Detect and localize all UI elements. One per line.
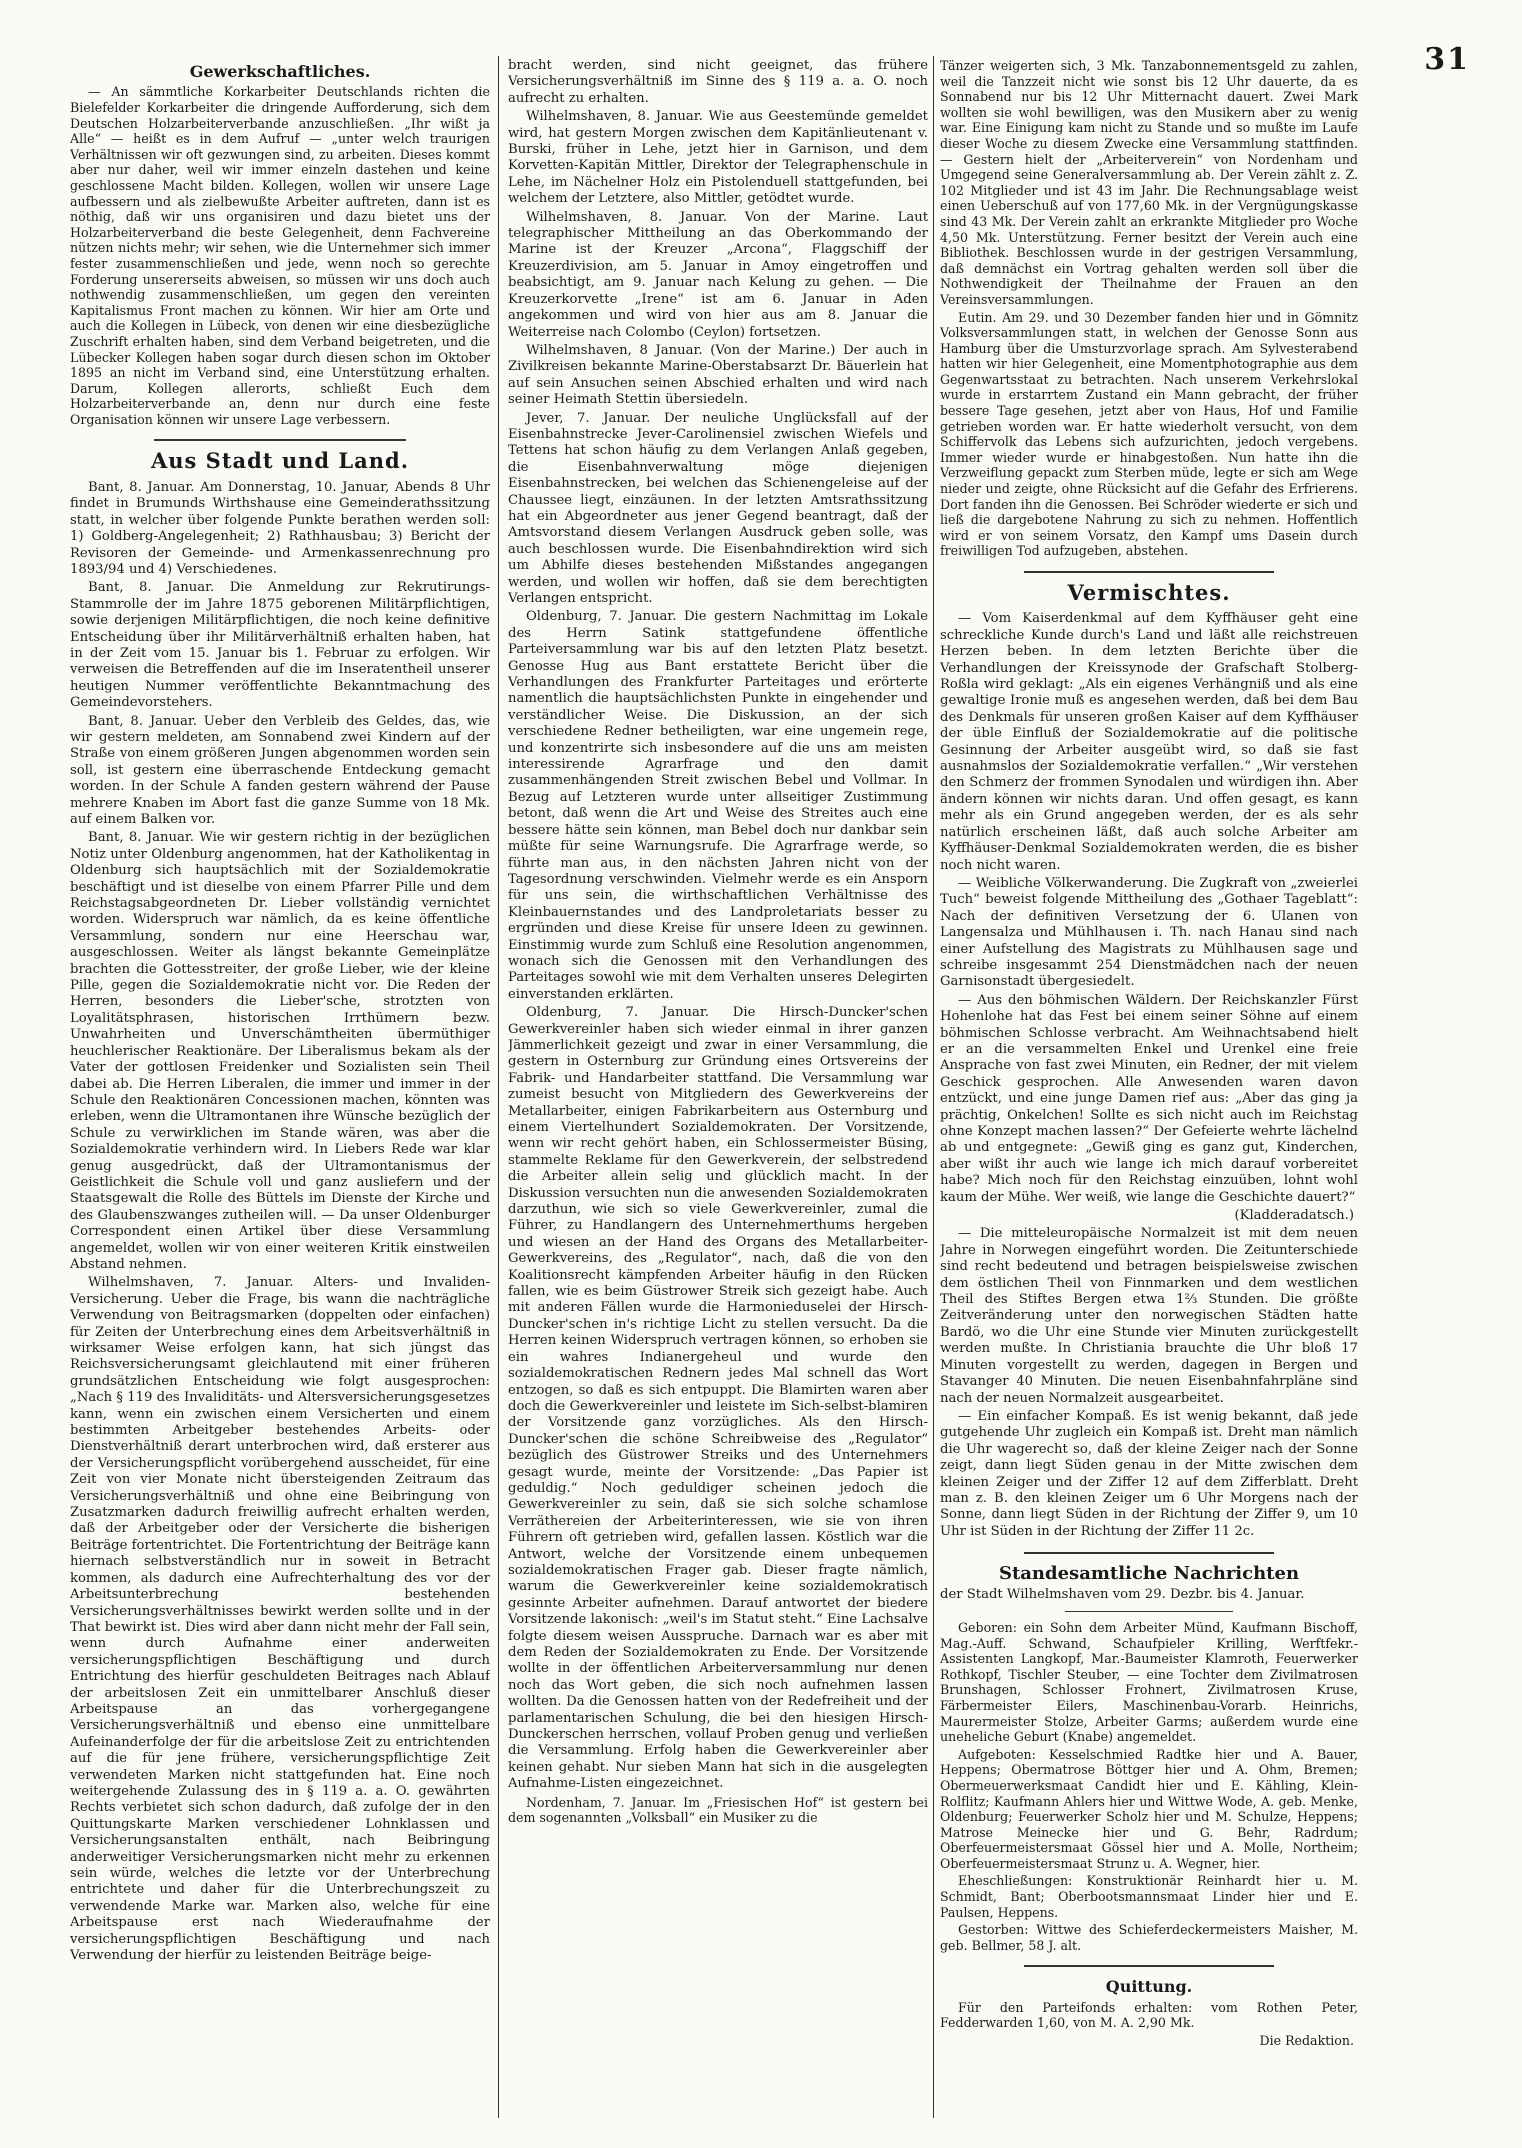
divider: [1065, 1611, 1232, 1612]
article-continuation: bracht werden, sind nicht geeignet, das frühere Versicherungsverhältniß im Sinne des § 119 a. a. O. noch aufrecht zu erhalten.: [508, 58, 928, 106]
standesamt-intro: der Stadt Wilhelmshaven vom 29. Dezbr. bis 4. Januar.: [940, 1586, 1305, 1602]
article-jever: Jever, 7. Januar. Der neuliche Unglücksfall auf der Eisenbahnstrecke Jever-Carolinensiel zwischen Wiefels und Tettens hat schon häufig zu dem Verlangen Anlaß gegeben, die Eisenbahnverwaltung möge diejenigen Eisenbahnstrecken, bei welchen das Schienengeleise auf der Chaussee liegt, einzäunen. In der letzten Amtsrathssitzung hat ein Abgeordneter aus jener Gegend beantragt, daß der Amtsvorstand diesem Verlangen Ausdruck geben solle, was auch beschlossen wurde. Die Eisenbahndirektion wird sich um Abhilfe dieses bestehenden Mißstandes angegangen werden, und wollen wir hoffen, daß sie dem berechtigten Verlangen entspricht.: [508, 410, 928, 606]
article-kompass: — Ein einfacher Kompaß. Es ist wenig bekannt, daß jede gutgehende Uhr zugleich ein Kompaß ist. Dreht man nämlich die Uhr wagerecht so, daß der kleine Zeiger nach der Sonne zeigt, dann liegt Süden genau in der Mitte zwischen dem kleinen Zeiger und der Ziffer 12 auf dem Zifferblatt. Dreht man z. B. den kleinen Zeiger um 6 Uhr Morgens nach der Sonne, dann liegt Süden in der Richtung der Ziffer 9, um 10 Uhr ist Süden in der Richtung der Ziffer 11 2c.: [940, 1408, 1358, 1539]
article-oldenburg-hirsch-duncker: Oldenburg, 7. Januar. Die Hirsch-Duncker'schen Gewerkvereinler haben sich wieder einmal in ihrer ganzen Jämmerlichkeit gezeigt und zwar in einer Versammlung, die gestern in Osternburg zur Gründung eines Ortsvereins der Fabrik- und Handarbeiter stattfand. Die Versammlung war zumeist besucht von Mitgliedern des Gewerkvereins der Metallarbeiter, einigen Fabrikarbeitern aus Osternburg und einem Viertelhundert Sozialdemokraten. Der Vorsitzende, wenn wir recht gehört haben, ein Schlossermeister Büsing, stammelte Reklame für den Gewerkverein, der selbstredend die Arbeiter allein selig und glücklich macht. In der Diskussion versuchten nun die anwesenden Sozialdemokraten darzuthun, wie sich so viele Gewerkvereinler, zumal die Führer, zu Handlangern des Unternehmerthums hergeben und wiesen an der Hand des Organs des Metallarbeiter-Gewerkvereins, des „Regulator“, nach, daß die von den Koalitionsrecht kämpfenden Arbeiter häufig in den Rücken fallen, wie es beim Güstrower Streik sich gezeigt habe. Auch mit anderen Fällen wurde die Harmonieduselei der Hirsch-Duncker'schen in's richtige Licht zu stellen versucht. Da die Herren keinen Widerspruch vertragen können, so erhoben sie ein wahres Indianergeheul und wurde den sozialdemokratischen Rednern jedes Mal schnell das Wort entzogen, so daß es sich entpuppt. Die Blamirten waren aber doch die Gewerkvereinler und leistete im Sich-selbst-blamiren der Vorsitzende ganz vorzügliches. Als den Hirsch-Duncker'schen die schöne Schreibweise des „Regulator“ bezüglich des Güstrower Streiks und des Unternehmers gesagt wurde, meinte der Vorsitzende: „Das Papier ist geduldig.“ Noch geduldiger scheinen jedoch die Gewerkvereinler zu sein, daß sie sich solche schamlose Verräthereien der Arbeiterinteressen, wie sie von ihren Führern oft getrieben wird, gefallen lassen. Köstlich war die Antwort, welche der Vorsitzende einem unbequemen sozialdemokratischen Frager gab. Dieser fragte nämlich, warum die Gewerkvereinler keine sozialdemokratisch gesinnte Arbeiter aufnehmen. Darauf antwortet der biedere Vorsitzende lakonisch: „weil's im Statut steht.“ Eine Lachsalve folgte diesem weisen Ausspruche. Darnach war es aber mit dem Reden der Sozialdemokraten zu Ende. Der Vorsitzende wollte in der öffentlichen Arbeiterversammlung nur denen noch das Wort geben, die sich noch aufnehmen lassen wollten. Da die Genossen hatten von der Redefreiheit und der parlamentarischen Schulung, die bei den hiesigen Hirsch-Dunckerschen herrschen, vollauf Proben genug und verließen die Versammlung. Erfolg haben die Gewerkvereinler aber keinen gehabt. Nur sieben Mann hat sich in die ausgelegten Aufnahme-Listen eingezeichnet.: [508, 1005, 928, 1792]
article-normalzeit: — Die mitteleuropäische Normalzeit ist mit dem neuen Jahre in Norwegen eingeführt worden. Die Zeitunterschiede sind recht bedeutend und betragen beispielsweise zwischen dem östlichen Theil von Finnmarken und dem westlichen Theil des Stiftes Bergen etwa 1⅔ Stunden. Die größte Zeitveränderung unter den norwegischen Städten hatte Bardö, wo die Uhr eine Stunde vier Minuten zurückgestellt werden mußte. In Christiania brauchte die Uhr bloß 17 Minuten vorgestellt zu werden, dagegen in Bergen und Stavanger 40 Minuten. Die neuen Eisenbahnfahrpläne sind nach der neuen Normalzeit ausgearbeitet.: [940, 1226, 1358, 1406]
section-heading-stadt-land: Aus Stadt und Land.: [150, 448, 410, 474]
divider: [1024, 571, 1275, 573]
article-bant-rekrutirung: Bant, 8. Januar. Die Anmeldung zur Rekrutirungs-Stammrolle der im Jahre 1875 geborenen Militärpflichtigen, sowie derjenigen Militärpflichtigen, die noch keine definitive Entscheidung über ihr Militärverhältniß erhalten haben, hat in der Zeit vom 15. Januar bis 1. Februar zu erfolgen. Wir verweisen die Betreffenden auf die im Inseratentheil unserer heutigen Nummer veröffentlichte Bekanntmachung des Gemeindevorstehers.: [70, 580, 490, 711]
article-kaiserdenkmal: — Vom Kaiserdenkmal auf dem Kyffhäuser geht eine schreckliche Kunde durch's Land und läßt alle reichstreuen Herzen beben. In dem letzten Berichte über die Verhandlungen der Kreissynode der Grafschaft Stolberg-Roßla wird geklagt: „Als ein eigenes Verhängniß und als eine gewaltige Ironie muß es angesehen werden, daß bei dem Bau des Denkmals für unseren großen Kaiser auf dem Kyffhäuser der üble Einfluß der Sozialdemokratie auf die politische Gesinnung der Arbeiter ausgeübt wird, so daß sie fast ausnahmslos der Sozialdemokratie verfallen.“ „Wir verstehen den Schmerz der frommen Synodalen und würdigen ihn. Aber ändern können wir nichts daran. Und offen gesagt, es kann mehr als ein Grund angegeben werden, der es als sehr natürlich erscheinen läßt, daß auch solche Arbeiter am Kyffhäuser-Denkmal Sozialdemokraten werden, die es bisher noch nicht waren.: [940, 611, 1358, 873]
standesamt-gestorben: Gestorben: Wittwe des Schieferdeckermeisters Maisher, M. geb. Bellmer, 58 J. alt.: [940, 1922, 1358, 1953]
article-bant-geld: Bant, 8. Januar. Ueber den Verbleib des Geldes, das, wie wir gestern meldeten, am Sonnabend zwei Kindern auf der Straße von einem größeren Jungen abgenommen worden sein soll, ist gestern eine überraschende Entdeckung gemacht worden. In der Schule A fanden gestern während der Pause mehrere Knaben im Abort fast die ganze Summe von 18 Mk. auf einem Balken vor.: [70, 713, 490, 827]
column-divider: [933, 56, 934, 2118]
article-wilhelmshaven-marine-2: Wilhelmshaven, 8 Januar. (Von der Marine.) Der auch in Zivilkreisen bekannte Marine-Oberstabsarzt Dr. Bäuerlein hat auf sein Ansuchen seinen Abschied erhalten und wird nach seiner Heimath Stettin übersiedeln.: [508, 342, 928, 408]
article-voelkerwanderung: — Weibliche Völkerwanderung. Die Zugkraft von „zweierlei Tuch“ beweist folgende Mittheilung des „Gothaer Tageblatt“: Nach der definitiven Versetzung der 6. Ulanen von Langensalza und Mühlhausen i. Th. nach Hanau sind nach einer Aufstellung des Magistrats zu Mühlhausen sage und schreibe insgesammt 254 Dienstmädchen nach der neuen Garnisonstadt übergesiedelt.: [940, 875, 1358, 990]
section-heading-standesamt: Standesamtliche Nachrichten: [998, 1563, 1300, 1585]
article-nordenham-continued: Tänzer weigerten sich, 3 Mk. Tanzabonnementsgeld zu zahlen, weil die Tanzzeit nicht wie sonst bis 12 Uhr dauerte, da es Sonnabend nur bis 12 Uhr Mitternacht dauert. Zwei Mark wollten sie wohl bewilligen, was den Musikern aber zu wenig war. Eine Einigung kam nicht zu Stande und so mußte im Laufe dieser Woche zu diesem Zwecke eine Versammlung stattfinden. — Gestern hielt der „Arbeiterverein“ von Nordenham und Umgegend seine Generalversammlung ab. Der Verein zählt z. Z. 102 Mitglieder und ist 43 im Jahr. Die Rechnungsablage weist einen Ueberschuß auf von 177,60 Mk. in der Vergnügungskasse sind 43 Mk. Der Verein zahlt an erkrankte Mitglieder pro Woche 4,50 Mk. Unterstützung. Ferner besitzt der Verein auch eine Bibliothek. Beschlossen wurde in der gestrigen Versammlung, daß demnächst ein Vortrag gehalten werden soll über die Nothwendigkeit der Theilnahme der Frauen an den Vereinsversammlungen.: [940, 58, 1358, 307]
divider: [1024, 1965, 1275, 1967]
column-1: [70, 58, 490, 2118]
section-heading-vermischtes: Vermischtes.: [1067, 580, 1231, 605]
standesamt-geboren: Geboren: ein Sohn dem Arbeiter Münd, Kaufmann Bischoff, Mag.-Auff. Schwand, Schaufpieler Krilling, Werftfekr.-Assistenten Langkopf, Mar.-Baumeister Klamroth, Feuerwerker Rothkopf, Tischler Steuber, — eine Tochter dem Zivilmatrosen Brunshagen, Schlosser Frohnert, Zivilmatrosen Kruse, Färbermeister Eilers, Maschinenbau-Vorarb. Heinrichs, Maurermeister Stolze, Arbeiter Garms; außerdem wurde eine uneheliche Geburt (Knabe) angemeldet.: [940, 1619, 1358, 1745]
page-number: 31: [1424, 42, 1470, 77]
quittung-text: Für den Parteifonds erhalten: vom Rothen Peter, Fedderwarden 1,60, von M. A. 2,90 Mk.: [940, 1999, 1358, 2031]
article-bant-gemeinderath: Bant, 8. Januar. Am Donnerstag, 10. Januar, Abends 8 Uhr findet in Brumunds Wirthshause eine Gemeinderathssitzung statt, in welcher über folgende Punkte berathen werden soll: 1) Goldberg-Angelegenheit; 2) Rathhausbau; 3) Bericht der Revisoren der Gemeinde- und Armenkassenrechnung pro 1893/94 und 4) Verschiedenes.: [70, 479, 490, 577]
column-3: [940, 58, 1358, 2118]
column-divider: [498, 56, 499, 2118]
source-credit: (Kladderadatsch.): [1234, 1208, 1354, 1224]
article-wilhelmshaven-marine: Wilhelmshaven, 8. Januar. Von der Marine. Laut telegraphischer Mittheilung an das Oberkommando der Marine ist der Kreuzer „Arcona“, Flaggschiff der Kreuzerdivision, am 5. Januar in Amoy eingetroffen und beabsichtigt, am 9. Januar nach Kelung zu gehen. — Die Kreuzerkorvette „Irene“ ist am 6. Januar in Aden angekommen und wird von hier aus am 8. Januar die Weiterreise nach Colombo (Ceylon) fortsetzen.: [508, 209, 928, 340]
article-oldenburg-partei: Oldenburg, 7. Januar. Die gestern Nachmittag im Lokale des Herrn Satink stattgefundene öffentliche Parteiversammlung war bis auf den letzten Platz besetzt. Genosse Hug aus Bant erstattete Bericht über die Verhandlungen des Frankfurter Parteitages und erörterte namentlich die hauptsächlichsten Punkte in eingehender und verständlicher Weise. Die Diskussion, an der sich verschiedene Redner betheiligten, war eine ungemein rege, und konzentrirte sich insbesondere auf die uns am meisten interessirende Agrarfrage und den damit zusammenhängenden Streit zwischen Bebel und Vollmar. In Bezug auf Letzteren wurde unter allseitiger Zustimmung betont, daß wenn die Art und Weise des Streites auch eine bessere hätte sein können, man Bebel doch nur dankbar sein müßte für seine Warnungsrufe. Die Agrarfrage werde, so führte man aus, in den nächsten Jahren nicht von der Tagesordnung verschwinden. Vielmehr werde es ein Ansporn für uns sein, die wirthschaftlichen Verhältnisse des Kleinbauernstandes und des Landproletariats besser zu ergründen und diese Kreise für unsere Ideen zu gewinnen. Einstimmig wurde zum Schluß eine Resolution angenommen, wonach sich die Genossen mit den Verhandlungen des Parteitages sowohl wie mit dem Verhalten unseres Delegirten einverstanden erklärten.: [508, 609, 928, 1002]
divider: [1024, 1552, 1275, 1554]
article-eutin: Eutin. Am 29. und 30 Dezember fanden hier und in Gömnitz Volksversammlungen statt, in welchen der Genosse Sonn aus Hamburg über die Umsturzvorlage sprach. Am Sylvesterabend hatten wir hier Gelegenheit, eine Momentphotographie aus dem Gegenwartsstaat zu betrachten. Nach unserem Verkehrslokal wurde in erstarrtem Zustand ein Mann gebracht, der früher bessere Tage gesehen, jetzt aber von Haus, Hof und Familie getrieben worden war. Er hatte wiederholt versucht, von dem Schiffervolk das Lebens sich aufzurichten, jedoch vergebens. Immer wieder wurde er hinabgestoßen. Nun hatte ihn die Verzweiflung gepackt zum Sterben müde, legte er sich am Wege nieder und zeigte, ohne Rücksicht auf die Gefahr des Erfrierens. Dort fanden ihn die Genossen. Bei Schröder wiederte er sich und ließ die dargebotene Nahrung zu sich zu nehmen. Hoffentlich wird er von seinem Vorsatz, den Kampf ums Dasein durch freiwilligen Tod aufzugeben, abstehen.: [940, 309, 1358, 559]
divider: [154, 439, 406, 441]
standesamt-aufgeboten: Aufgeboten: Kesselschmied Radtke hier und A. Bauer, Heppens; Obermatrose Böttger hier und A. Ohm, Bremen; Obermeuerwerksmaat Candidt hier und E. Kähling, Klein-Rolflitz; Kaufmann Ahlers hier und Wittwe Wode, A. geb. Menke, Oldenburg; Feuerwerker Scholz hier und M. Schulze, Heppens; Matrose Meinecke hier und G. Behr, Radrdum; Oberfeuermeistersmaat Gössel hier und A. Molle, Northeim; Oberfeuermeistersmaat Strunz u. A. Wegner, hier.: [940, 1746, 1358, 1871]
article-bant-katholikentag: Bant, 8. Januar. Wie wir gestern richtig in der bezüglichen Notiz unter Oldenburg angenommen, hat der Katholikentag in Oldenburg sich hauptsächlich mit der Sozialdemokratie beschäftigt und ist dieselbe von einem Pfarrer Pille und dem Reichstagsabgeordneten Dr. Lieber vollständig vernichtet worden. Widerspruch war nämlich, da es keine öffentliche Versammlung, sondern nur eine Heerschau war, ausgeschlossen. Weiter als längst bekannte Gemeinplätze brachten die Gottesstreiter, der große Lieber, wie der kleine Pille, gegen die Sozialdemokratie nicht vor. Die Reden der Herren, besonders die Lieber'sche, strotzten von Loyalitätsphrasen, historischen Irrthümern bezw. Unwahrheiten und Unverschämtheiten übermüthiger heuchlerischer Reaktionäre. Der Liberalismus bekam als der Vater der gottlosen Freidenker und Sozialisten sein Theil dabei ab. Die Herren Liberalen, die immer und immer in der Schule den Reaktionären Concessionen machen, könnten was erleben, wenn die Ultramontanen ihre Wünsche bezüglich der Schule zu verwirklichen im Stande wären, was aber die Sozialdemokratie verhindern wird. In Liebers Rede war klar genug ausgedrückt, daß der Ultramontanismus der Geistlichkeit die Schule voll und ganz ausliefern und der Staatsgewalt die Rolle des Büttels im Dienste der Kirche und des Glaubenszwanges zutheilen will. — Da unser Oldenburger Correspondent einen Artikel über diese Versammlung angemeldet, wollen wir von einer weiteren Kritik einstweilen Abstand nehmen.: [70, 830, 490, 1272]
section-heading-quittung: Quittung.: [1105, 1977, 1193, 1997]
standesamt-eheschliessungen: Eheschließungen: Konstruktionär Reinhardt hier u. M. Schmidt, Bant; Oberbootsmannsmaat Linder hier und E. Paulsen, Heppens.: [940, 1873, 1358, 1920]
column-2: [508, 58, 928, 2118]
section-heading-unions: Gewerkschaftliches.: [189, 62, 371, 81]
article-boehmische-waelder: — Aus den böhmischen Wäldern. Der Reichskanzler Fürst Hohenlohe hat das Fest bei einem seiner Söhne auf einem böhmischen Schlosse verbracht. Am Weihnachtsabend hielt er an die versammelten Enkel und Urenkel eine freie Ansprache von fast zwei Minuten, ein Redner, der mit vielem Geschick gesprochen. Alle Anwesenden waren davon entzückt, und eine junge Damen rief aus: „Aber das ging ja prächtig, Onkelchen! Sollte es sich nicht auch im Reichstag ohne Konzept machen lassen?“ Der Gefeierte wehrte lächelnd ab und entgegnete: „Gewiß ging es ganz gut, Kinderchen, aber wißt ihr auch wie lange ich mich darauf vorbereitet habe? Mich noch für den Reichstag einzuüben, lohnt wohl kaum der Mühe. Wer weiß, wie lange die Geschichte dauert?“: [940, 992, 1358, 1205]
article-wilhelmshaven-versicherung: Wilhelmshaven, 7. Januar. Alters- und Invaliden-Versicherung. Ueber die Frage, bis wann die nachträgliche Verwendung von Beitragsmarken (doppelten oder einfachen) für Zeiten der Unterbrechung eines dem Arbeitsverhältniß in wirksamer Weise erfolgen kann, hat sich jüngst das Reichsversicherungsamt gleichlautend mit einer früheren grundsätzlichen Entscheidung wie folgt ausgesprochen: „Nach § 119 des Invaliditäts- und Altersversicherungsgesetzes kann, wenn ein zwischen einem Versicherten und einem bestimmten Arbeitgeber bestehendes Arbeits- oder Dienstverhältniß derart unterbrochen wird, daß ersterer aus der Versicherungspflicht vorübergehend ausscheidet, für eine Zeit von vier Monate nicht übersteigenden Zeitraum das Versicherungsverhältniß und ohne eine Beibringung von Zusatzmarken dadurch freiwillig aufrecht erhalten werden, daß der Arbeitgeber oder der Versicherte die bisherigen Beiträge fortentrichtet. Die Fortentrichtung der Beiträge kann hiernach selbstverständlich nur in soweit in Betracht kommen, als dadurch eine Aufrechterhaltung des vor der Arbeitsunterbrechung bestehenden Versicherungsverhältnisses bewirkt werden sollte und in der That bewirkt ist. Dies wird aber dann nicht mehr der Fall sein, wenn durch Aufnahme einer anderweiten versicherungspflichtigen Beschäftigung und durch Entrichtung des hierfür geschuldeten Beitrages nach Ablauf der arbeitslosen Zeit ein unmittelbarer Anschluß dieser Arbeitspause an das vorhergegangene Versicherungsverhältniß und ebenso eine unmittelbare Aufeinanderfolge der für die arbeitslose Zeit zu entrichtenden auf die für jene frühere, versicherungspflichtige Zeit verwendeten Marken nicht stattgefunden hat. Eine noch weitergehende Zulassung des in § 119 a. a. O. gewährten Rechts verbietet sich schon dadurch, daß zufolge der in den Quittungskarte Marken verschiedener Lohnklassen und Versicherungsanstalten enthält, nach Beibringung anderweitiger Versicherungsmarken nicht mehr zu erkennen sein würde, welches die letzte vor der Unterbrechung entrichtete und daher für die Unterbrechungszeit zu verwendende Marke war. Marken also, welche für eine Arbeitspause erst nach Wiederaufnahme der versicherungspflichtigen Beschäftigung und nach Verwendung der hierfür zu leistenden Beiträge beige-: [70, 1275, 490, 1964]
article-korkarbeiter: — An sämmtliche Korkarbeiter Deutschlands richten die Bielefelder Korkarbeiter die dringende Aufforderung, sich dem Deutschen Holzarbeiterverbande anzuschließen. „Ihr wißt ja Alle“ — heißt es in dem Aufruf — „unter welch traurigen Verhältnissen wir oft gezwungen sind, zu arbeiten. Dieses kommt aber nur daher, weil wir immer einzeln dastehen und keine geschlossene Macht bilden. Kollegen, wollen wir unsere Lage aufbessern und als zielbewußte Arbeiter auftreten, dann ist es nöthig, daß wir uns organisiren und dazu bietet uns der Holzarbeiterverband die beste Gelegenheit, denn Fachvereine nützen nichts mehr; wir sehen, wie die Unternehmer sich immer fester zusammenschließen und jede, wenn noch so gerechte Forderung unsererseits abweisen, so müssen wir uns doch auch nothwendig zusammenschließen, um gegen den vereinten Kapitalismus Front machen zu können. Wir hier am Orte und auch die Kollegen in Lübeck, von denen wir eine diesbezügliche Zuschrift erhalten haben, sind dem Verband beigetreten, und die Lübecker Kollegen haben sogar durch diesen schon im Oktober 1895 an nicht im Verband sind, eine Unterstützung erhalten. Darum, Kollegen allerorts, schließt Euch dem Holzarbeiterverbande an, denn nur durch eine feste Organisation können wir unsere Lage verbessern.: [70, 84, 490, 427]
article-wilhelmshaven-duell: Wilhelmshaven, 8. Januar. Wie aus Geestemünde gemeldet wird, hat gestern Morgen zwischen dem Kapitänlieutenant v. Burski, früher in Lehe, jetzt hier in Garnison, und dem Korvetten-Kapitän Mittler, Direktor der Telegraphenschule in Lehe, im Nächelner Holz ein Pistolenduell stattgefunden, bei welchem der Letztere, also Mittler, getödtet wurde.: [508, 109, 928, 207]
article-nordenham: Nordenham, 7. Januar. Im „Friesischen Hof“ ist gestern bei dem sogenannten „Volksball“ ein Musiker zu die: [508, 1794, 928, 1826]
redaktion-signature: Die Redaktion.: [1259, 2033, 1354, 2049]
